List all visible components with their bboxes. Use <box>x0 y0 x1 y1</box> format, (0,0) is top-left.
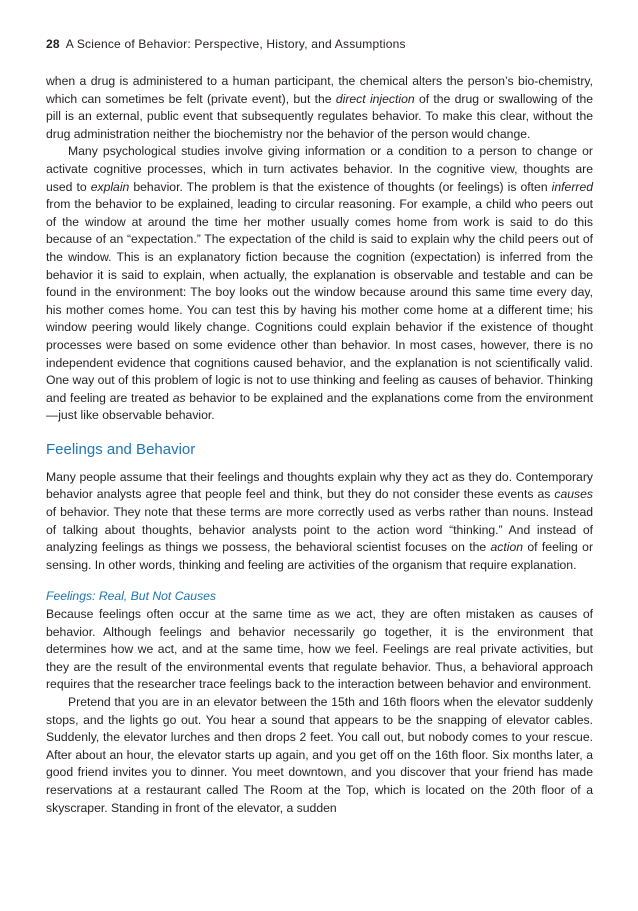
running-header <box>46 37 606 51</box>
running-title: A Science of Behavior: Perspective, History, and Assumptions <box>65 37 406 51</box>
text-run: when a drug is administered to a human participant, the chemical alters the person’s bio-chemistry, which can sometimes be felt (private event), but the <box>46 74 593 106</box>
section-heading: Feelings and Behavior <box>46 440 196 458</box>
paragraph-1 <box>46 73 593 143</box>
italic-text: causes <box>554 487 593 502</box>
paragraph-3 <box>46 469 593 575</box>
italic-text: action <box>490 540 524 555</box>
page-number: 28 <box>46 37 60 51</box>
paragraph-4: Because feelings often occur at the same time as we act, they are often mistaken as causes of behavior. Although feelings and behavior necessarily go together, it is the environment that determines how we act, and at the same time, how we feel. Feelings are real private activities, but they are the result of the environmental events that regulate behavior. Thus, a behavioral approach requires that the researcher trace feelings back to the interaction between behavior and environment. <box>46 607 593 692</box>
subsection-heading: Feelings: Real, But Not Causes <box>46 589 217 604</box>
italic-text: inferred <box>551 179 593 194</box>
text-run: behavior to be explained and the explanations come from the environment—just like observable behavior. <box>46 390 594 423</box>
italic-text: direct injection <box>335 91 415 106</box>
text-run: of the drug or swallowing of the pill is an external, public event that subsequently regulates behavior. To make this clear, without the drug administration neither the biochemistry nor the behavior of the person would change. <box>46 91 594 141</box>
body-text <box>46 73 593 817</box>
paragraph-5: Pretend that you are in an elevator between the 15th and 16th floors when the elevator suddenly stops, and the lights go out. You hear a sound that appears to be the snapping of elevator cables. Suddenly, the elevator lurches and then drops 2 feet. You call out, but nobody comes to your rescue. After about an hour, the elevator starts up again, and you get off on the 16th floor. Six months later, a good friend invites you to dinner. You meet downtown, and you discover that your friend has made reservations at a restaurant called The Room at the Top, which is located on the 20th floor of a skyscraper. Standing in front of the elevator, a sudden <box>46 695 593 815</box>
italic-text: explain <box>90 179 130 194</box>
text-run: Many psychological studies involve giving information or a condition to a person to change or activate cognitive processes, which in turn activates behavior. In the cognitive view, thoughts are used to <box>46 144 593 194</box>
text-run: of feeling or sensing. In other words, thinking and feeling are activities of the organism that require explanation. <box>46 540 594 572</box>
text-run: Many people assume that their feelings and thoughts explain why they act as they do. Contemporary behavior analysts agree that people feel and think, but they do not consider these events as <box>46 469 593 502</box>
text-run: behavior. The problem is that the existence of thoughts (or feelings) is often <box>129 179 552 194</box>
text-run: of behavior. They note that these terms are more correctly used as verbs rather than nouns. Instead of talking about thoughts, behavior analysts point to the action word “thinking.” And instead of analyzing feelings as things we possess, the behavioral scientist focuses on the <box>46 505 593 555</box>
text-run: from the behavior to be explained, leading to circular reasoning. For example, a child who peers out of the window at around the time her mother usually comes home from work is said to do this because of an “expectation.” The expectation of the child is said to explain why the child peers out of the window. This is an explanatory fiction because the cognition (expectation) is inferred from the behavior it is said to explain, when actually, the explanation is observable and testable and can be found in the environment: The boy looks out the window because around this same time every day, his mother comes home. You can test this by having his mother come home at a different time; his window peering would likely change. Cognitions could explain behavior if the existence of thought processes were based on some evidence other than behavior. In most cases, however, there is no independent evidence that cognitions caused behavior, and the explanation is not scientifically valid. One way out of this problem of logic is not to use thinking and feeling as causes of behavior. Thinking and feeling are treated <box>46 197 593 405</box>
paragraph-2 <box>46 143 593 425</box>
italic-text: as <box>172 390 186 405</box>
